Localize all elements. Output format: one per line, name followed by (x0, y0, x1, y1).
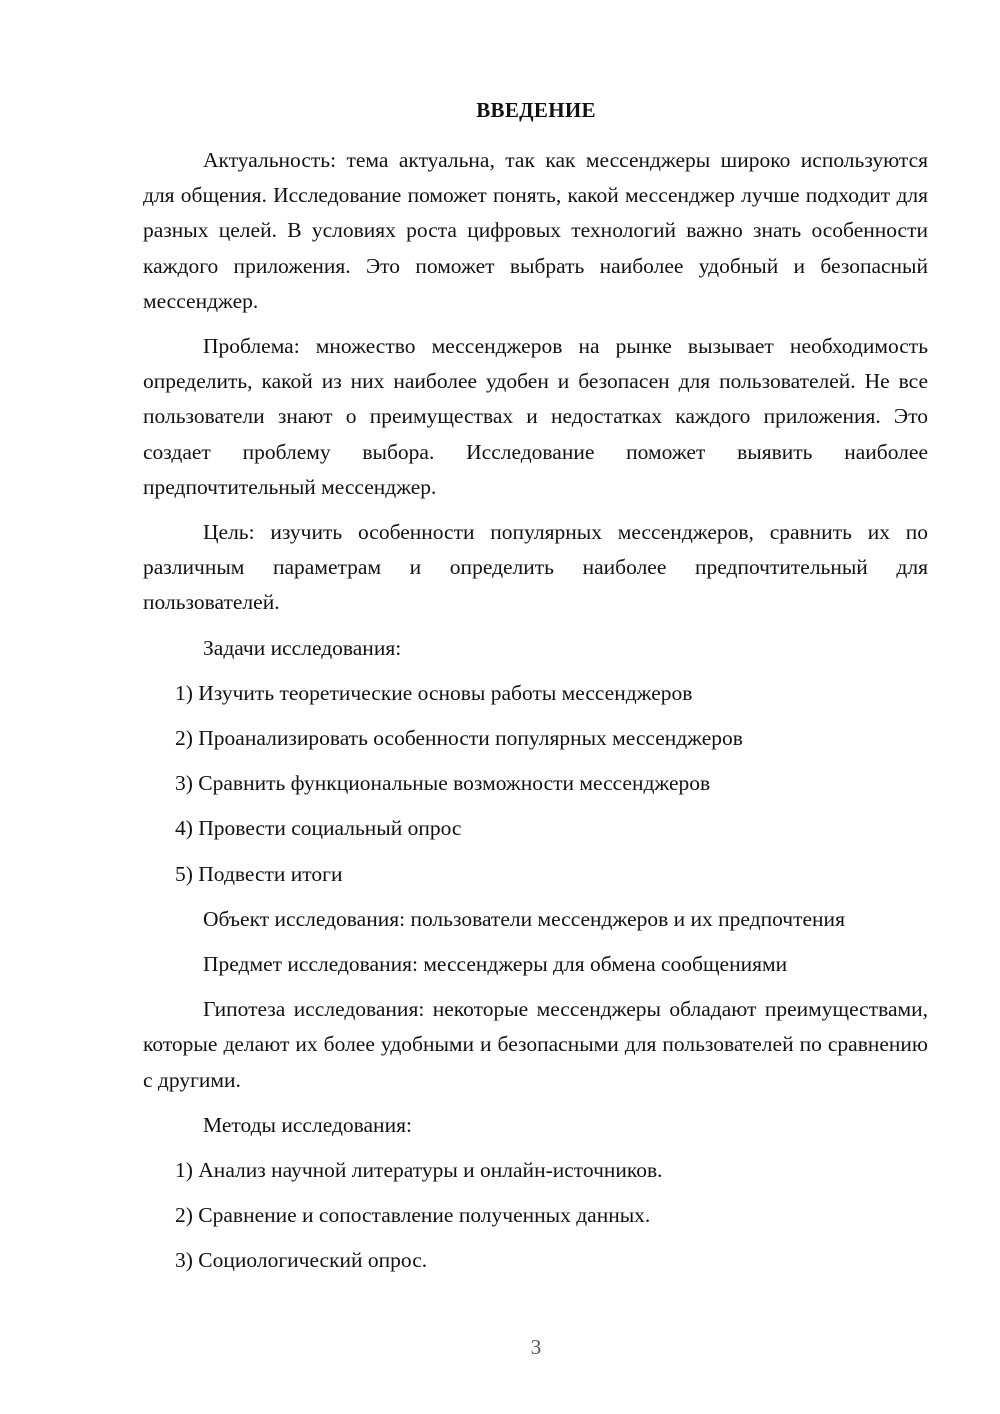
list-item: 3) Сравнить функциональные возможности мессенджеров (175, 771, 711, 796)
body-text (143, 143, 928, 1289)
list-item: 1) Анализ научной литературы и онлайн-источников. (175, 1158, 663, 1183)
subject-paragraph: Предмет исследования: мессенджеры для обмена сообщениями (203, 952, 788, 977)
list-item: 2) Сравнение и сопоставление полученных данных. (175, 1203, 651, 1228)
list-item: 4) Провести социальный опрос (175, 816, 462, 841)
page-number: 3 (530, 1335, 542, 1359)
methods-heading: Методы исследования: (203, 1112, 412, 1137)
methods-list (143, 1153, 928, 1279)
list-item: 3) Социологический опрос. (175, 1248, 428, 1273)
goal-paragraph: Цель: изучить особенности популярных мессенджеров, сравнить их по различным параметрам и определить наиболее предпочтительный для пользователей. (143, 520, 928, 615)
list-item: 2) Проанализировать особенности популярных мессенджеров (175, 726, 743, 751)
tasks-list (143, 676, 928, 892)
problem-paragraph: Проблема: множество мессенджеров на рынке вызывает необходимость определить, какой из них наиболее удобен и безопасен для пользователей. Не все пользователи знают о преимуществах и недостатках каждого приложения. Это создает проблему выбора. Исследование поможет выявить наиболее предпочтительный мессенджер. (143, 334, 928, 499)
list-item: 1) Изучить теоретические основы работы мессенджеров (175, 680, 693, 705)
list-item: 5) Подвести итоги (175, 861, 343, 886)
relevance-paragraph: Актуальность: тема актуальна, так как мессенджеры широко используются для общения. Исследование поможет понять, какой мессенджер лучше подходит для разных целей. В условиях роста цифровых технологий важно знать особенности каждого приложения. Это поможет выбрать наиболее удобный и безопасный мессенджер. (143, 148, 928, 313)
tasks-heading: Задачи исследования: (203, 635, 402, 660)
hypothesis-paragraph: Гипотеза исследования: некоторые мессенджеры обладают преимуществами, которые делают их более удобными и безопасными для пользователей по сравнению с другими. (143, 997, 928, 1092)
object-paragraph: Объект исследования: пользователи мессенджеров и их предпочтения (203, 906, 845, 931)
section-heading: ВВЕДЕНИЕ (476, 98, 596, 122)
